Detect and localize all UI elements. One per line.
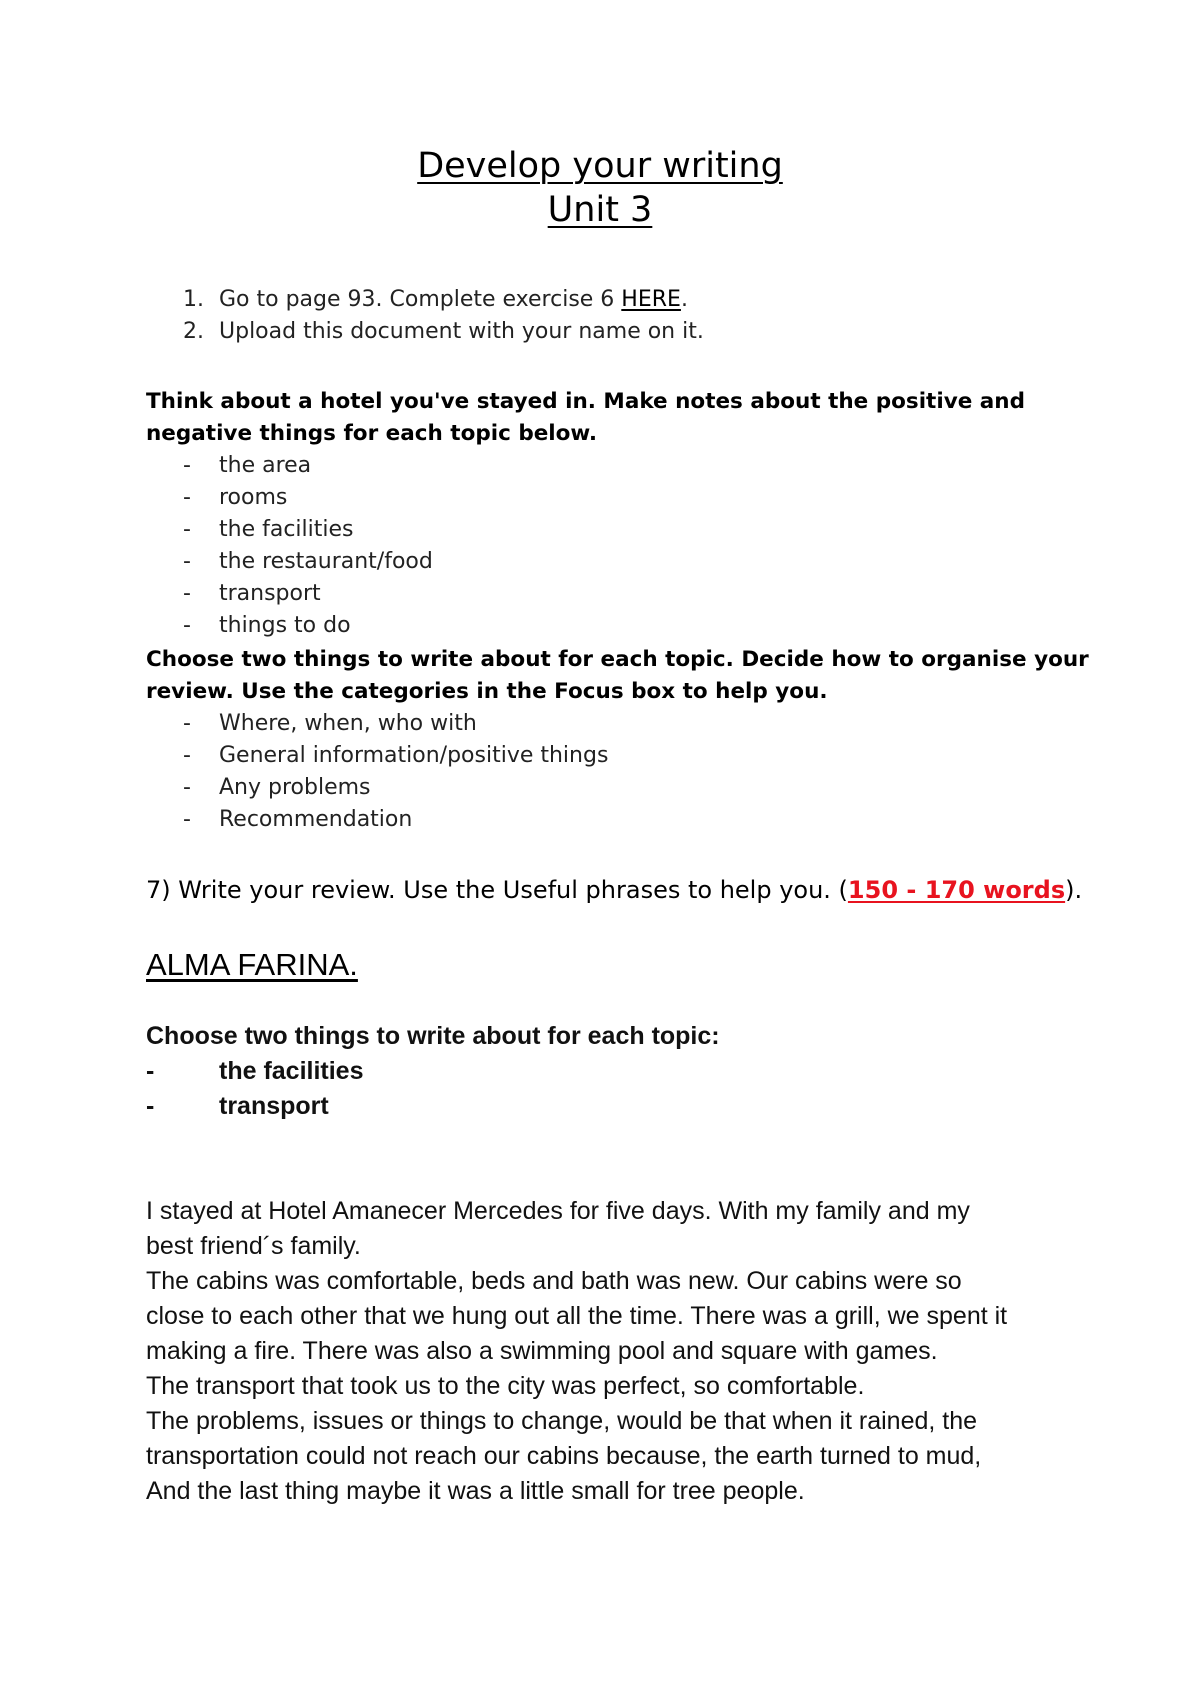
answer-heading: Choose two things to write about for each topic: [146,1022,720,1050]
category-item: Where, when, who with [219,711,477,736]
answer-choice-dash: - [146,1057,155,1085]
task7-prompt [146,876,1082,904]
category-item: General information/positive things [219,743,609,768]
review-line: best friend´s family. [146,1232,361,1260]
instruction-2-text: Upload this document with your name on it. [219,319,704,344]
instruction-2-number: 2. [183,319,204,344]
review-line: And the last thing maybe it was a little small for tree people. [146,1477,805,1505]
list-dash: - [183,743,191,768]
instruction-1-number: 1. [183,287,204,312]
review-line: close to each other that we hung out all the time. There was a grill, we spent it [146,1302,1008,1330]
section2-prompt-line2: review. Use the categories in the Focus box to help you. [146,679,828,704]
review-line: The problems, issues or things to change, would be that when it rained, the [146,1407,978,1435]
review-line: transportation could not reach our cabins because, the earth turned to mud, [146,1442,982,1470]
section1-prompt-line2: negative things for each topic below. [146,421,598,446]
topic-item: the facilities [219,517,354,542]
review-line: making a fire. There was also a swimming pool and square with games. [146,1337,938,1365]
instruction-1-text: Go to page 93. Complete exercise 6 [219,287,622,312]
list-dash: - [183,581,191,606]
instruction-1-period: . [680,287,688,312]
student-name: ALMA FARINA. [146,947,358,982]
list-dash: - [183,711,191,736]
category-item: Recommendation [219,807,413,832]
topic-item: the area [219,453,312,478]
unit-subtitle: Unit 3 [547,190,653,230]
section1-prompt-line1: Think about a hotel you've stayed in. Make notes about the positive and [146,389,1025,414]
list-dash: - [183,549,191,574]
answer-choice: the facilities [219,1057,364,1085]
review-line: The transport that took us to the city was perfect, so comfortable. [146,1372,865,1400]
list-dash: - [183,613,191,638]
answer-choice-dash: - [146,1092,155,1120]
review-line: The cabins was comfortable, beds and bath was new. Our cabins were so [146,1267,962,1295]
topic-item: things to do [219,613,351,638]
answer-choice: transport [219,1092,329,1120]
list-dash: - [183,517,191,542]
task7-text: 7) Write your review. Use the Useful phrases to help you. ( [146,876,848,904]
section2-prompt-line1: Choose two things to write about for each topic. Decide how to organise your [146,647,1089,672]
page-title: Develop your writing [417,146,783,186]
here-link[interactable]: HERE [621,287,681,312]
topic-item: rooms [219,485,288,510]
review-line: I stayed at Hotel Amanecer Mercedes for five days. With my family and my [146,1197,970,1225]
topic-item: transport [219,581,321,606]
category-item: Any problems [219,775,371,800]
list-dash: - [183,485,191,510]
list-dash: - [183,453,191,478]
word-count-range: 150 - 170 words [847,876,1066,904]
task7-close: ). [1065,876,1083,904]
topic-item: the restaurant/food [219,549,433,574]
list-dash: - [183,807,191,832]
instruction-1 [219,287,688,312]
list-dash: - [183,775,191,800]
